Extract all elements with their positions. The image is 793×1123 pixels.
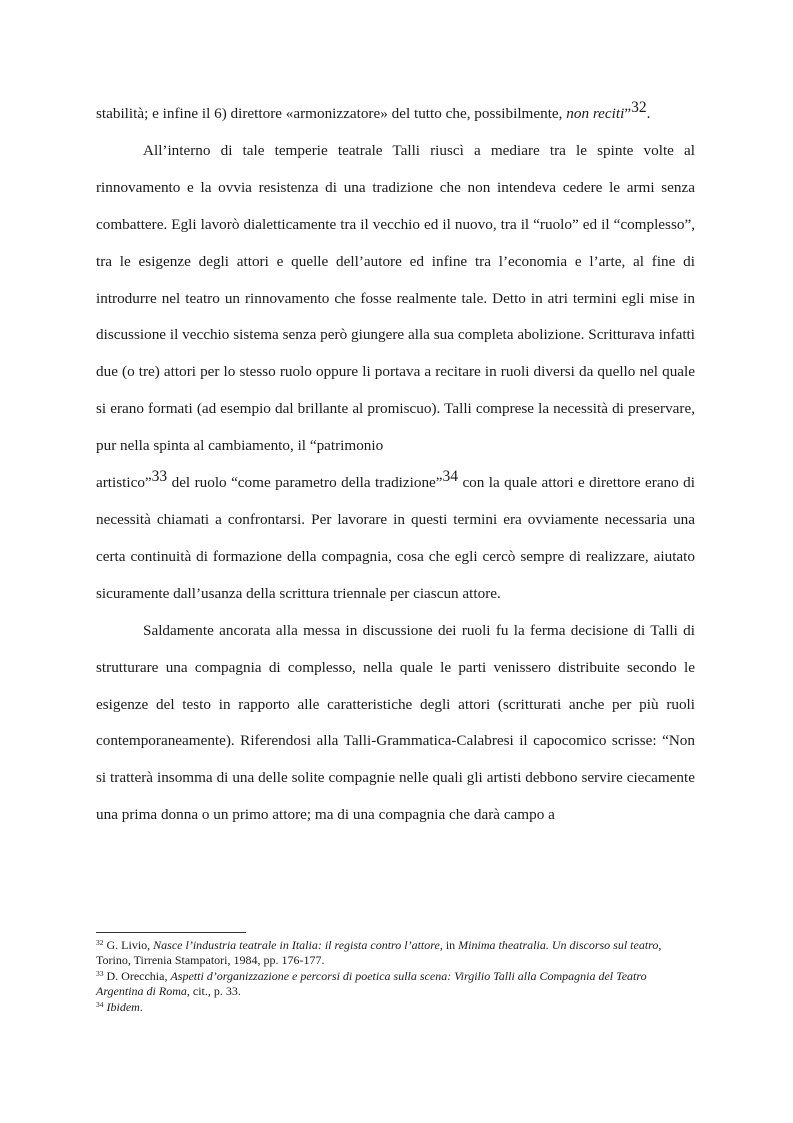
paragraph-3: artistico”33 del ruolo “come parametro della tradizione”34 con la quale attori e direttore erano di necessità chiamati a confrontarsi. Per lavorare in questi termini era ovviamente necessaria una certa continuità di formazione della compagnia, cosa che egli cercò sempre di realizzare, aiutato sicuramente dall’usanza della scrittura triennale per ciascun attore. (96, 468, 695, 602)
footnote-ref-34: 34 (442, 468, 459, 486)
footnote-33: $^{33}$ D. Orecchia, Aspetti d’organizzazione e percorsi di poetica sulla scena: Virgilio Talli alla Compagnia del Teatro Argentina di Roma, cit., p. 33. (96, 968, 647, 999)
footnote-34: $^{34}$ Ibidem. (96, 999, 143, 1014)
footnotes (96, 938, 696, 1015)
paragraph-2: All’interno di tale temperie teatrale Talli riuscì a mediare tra le spinte volte al rinnovamento e la ovvia resistenza di una tradizione che non intendeva cedere le armi senza combattere. Egli lavorò dialetticamente tra il vecchio ed il nuovo, tra il “ruolo” ed il “complesso”, tra le esigenze degli attori e quelle dell’autore ed infine tra l’economia e l’arte, al fine di introdurre nel teatro un rinnovamento che fosse realmente tale. Detto in atri termini egli mise in discussione il vecchio sistema senza però giungere alla sua completa abolizione. Scritturava infatti due (o tre) attori per lo stesso ruolo oppure li portava a recitare in ruoli diversi da quello nel quale si erano formati (ad esempio dal brillante al promiscuo). Talli comprese la necessità di preservare, pur nella spinta al cambiamento, il “patrimonio (96, 141, 695, 455)
paragraph-1: stabilità; e infine il 6) direttore «armonizzatore» del tutto che, possibilmente, non reciti”32. (96, 99, 651, 122)
footnote-separator (96, 932, 246, 933)
footnote-ref-33: 33 (151, 468, 168, 486)
footnote-32: $^{32}$ G. Livio, Nasce l’industria teatrale in Italia: il regista contro l’attore, in Minima theatralia. Un discorso sul teatro, Torino, Tirrenia Stampatori, 1984, pp. 176-177. (96, 938, 662, 968)
footnote-ref-32: 32 (631, 99, 647, 116)
paragraph-4: Saldamente ancorata alla messa in discussione dei ruoli fu la ferma decisione di Talli di strutturare una compagnia di complesso, nella quale le parti venissero distribuite secondo le esigenze del testo in rapporto alle caratteristiche degli attori (scritturati anche per più ruoli contemporaneamente). Riferendosi alla Talli-Grammatica-Calabresi il capocomico scrisse: “Non si tratterà insomma di una delle solite compagnie nelle quali gli artisti debbono servire ciecamente una prima donna o un primo attore; ma di una compagnia che darà campo a (96, 621, 695, 824)
body-text (96, 96, 695, 834)
